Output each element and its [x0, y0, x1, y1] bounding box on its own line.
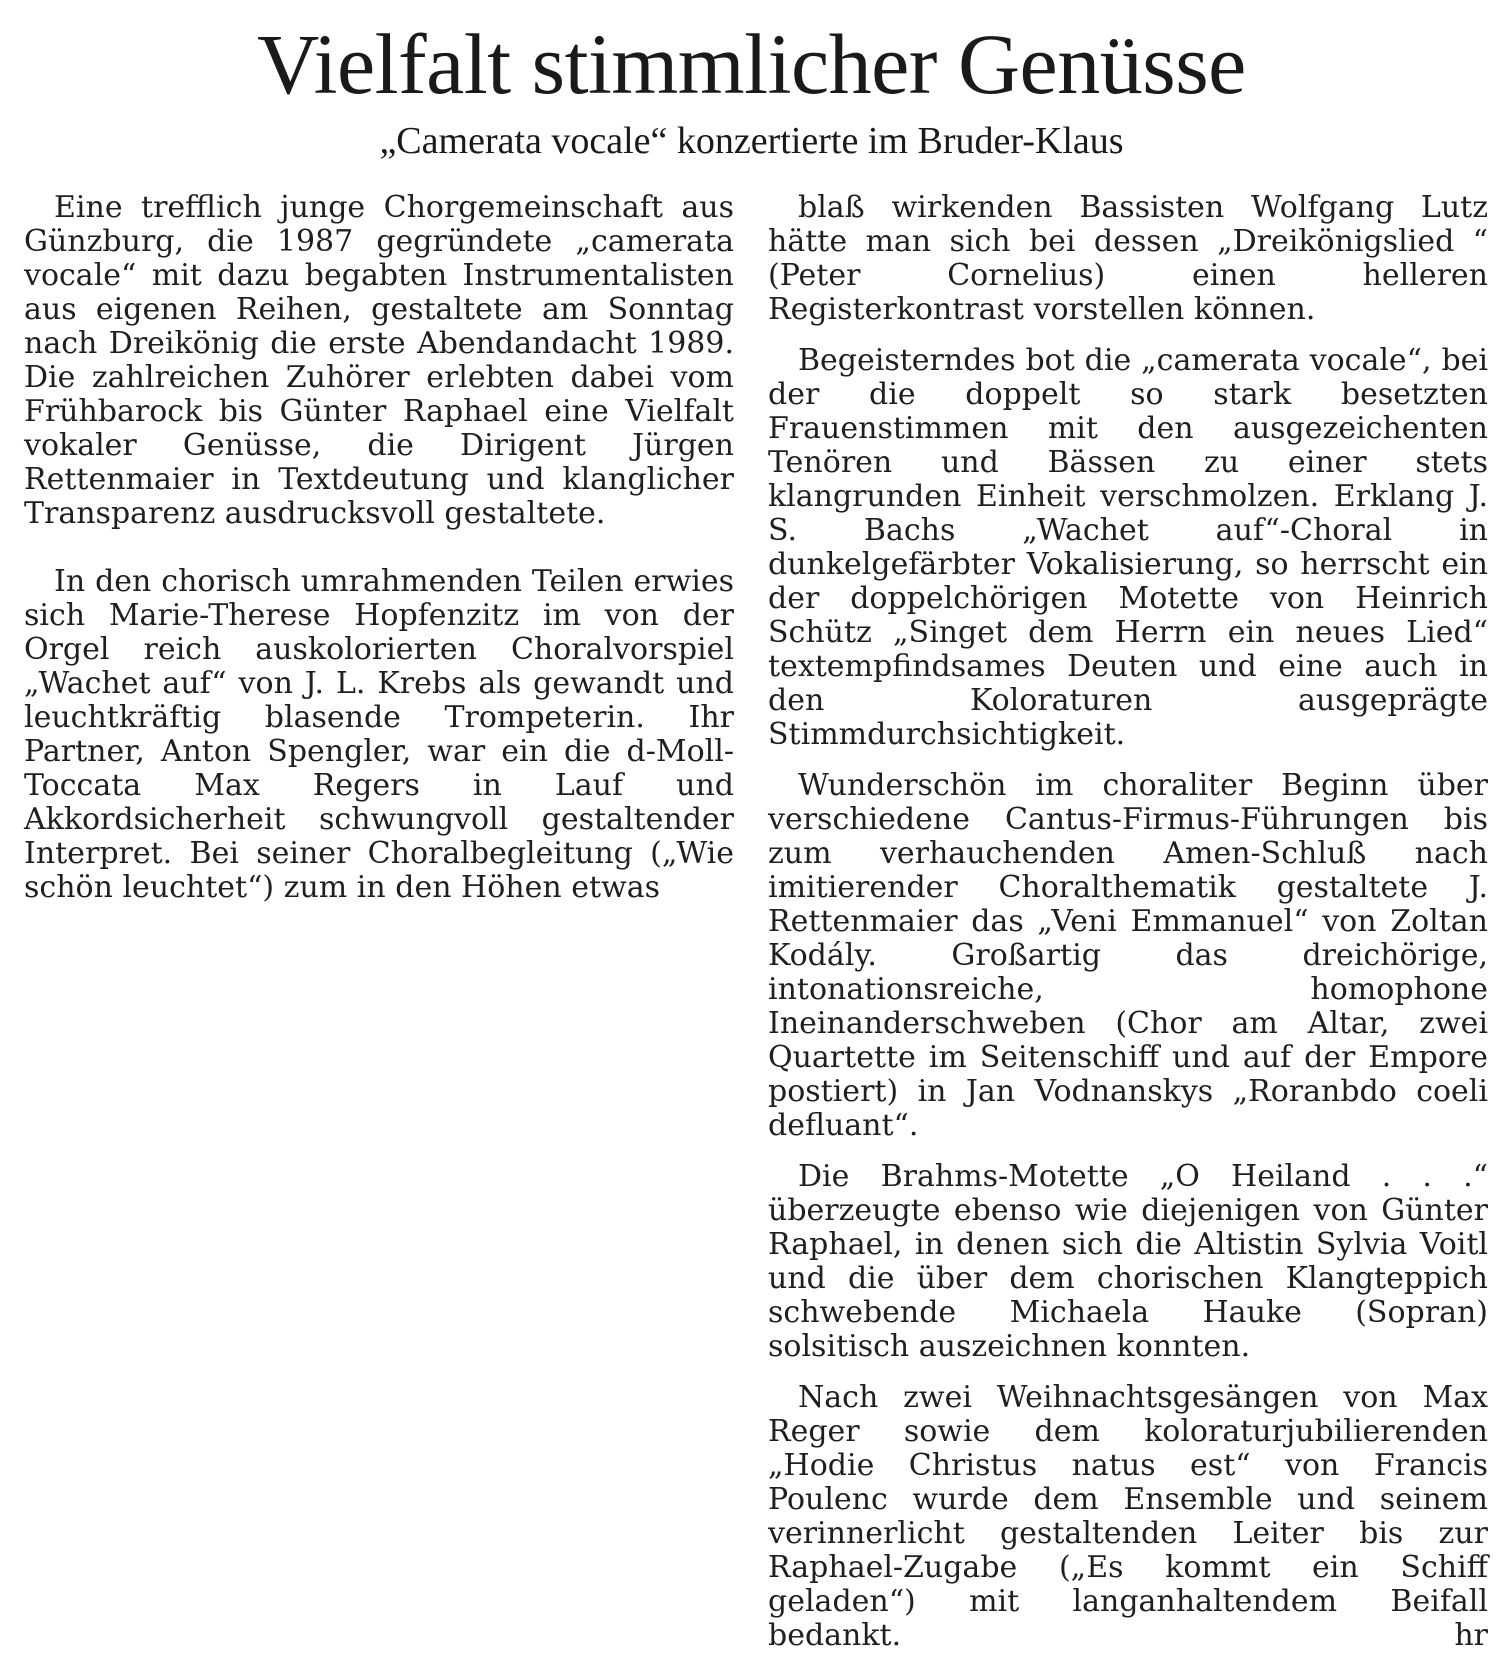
paragraph-instrumentalists: In den chorisch umrahmenden Teilen erwies sich Marie-Therese Hopfenzitz im von der Orgel reich auskolorierten Choralvorspiel „Wachet auf“ von J. L. Krebs als gewandt und leuchtkräftig blasende Trompeterin. Ihr Partner, Anton Spengler, war ein die d-Moll-Toccata Max Regers in Lauf und Akkordsicherheit schwungvoll gestaltender Interpret. Bei seiner Choralbegleitung („Wie schön leuchtet“) zum in den Höhen etwas	[24, 564, 734, 905]
paragraph-closing	[768, 1381, 1488, 1653]
subheadline: „Camerata vocale“ konzertierte im Bruder-Klaus	[379, 120, 1124, 162]
headline: Vielfalt stimmlicher Genüsse	[257, 16, 1246, 112]
article-column-right	[768, 191, 1488, 1653]
paragraph-kodaly: Wunderschön im choraliter Beginn über verschiedene Cantus-Firmus-Führungen bis zum verhauchenden Amen-Schluß nach imitierender Choralthematik gestaltete J. Rettenmaier das „Veni Emmanuel“ von Zoltan Kodály. Großartig das dreichörige, intonationsreiche, homophone Ineinanderschweben (Chor am Altar, zwei Quartette im Seitenschiff und auf der Empore postiert) in Jan Vodnanskys „Roranbdo coeli defluant“.	[768, 768, 1488, 1143]
article-column-left	[24, 191, 734, 905]
closing-text: Nach zwei Weihnachtsgesängen von Max Reger sowie dem koloraturjubilierenden „Hodie Christus natus est“ von Francis Poulenc wurde dem Ensemble und seinem verinnerlicht gestaltenden Leiter bis zur Raphael-Zugabe („Es kommt ein Schiff geladen“) mit langanhaltendem Beifall bedankt.	[768, 1380, 1488, 1653]
author-signature: hr	[1454, 1618, 1488, 1653]
paragraph-choir: Begeisterndes bot die „camerata vocale“, bei der die doppelt so stark besetzten Frauenstimmen mit den ausgezeichenten Tenören und Bässen zu einer stets klangrunden Einheit verschmolzen. Erklang J. S. Bachs „Wachet auf“-Choral in dunkelgefärbter Vokalisierung, so herrscht ein der doppelchörigen Motette von Heinrich Schütz „Singet dem Herrn ein neues Lied“ textempfindsames Deuten und eine auch in den Koloraturen ausgeprägte Stimmdurchsichtigkeit.	[768, 343, 1488, 752]
paragraph-intro: Eine trefflich junge Chorgemeinschaft aus Günzburg, die 1987 gegründete „camerata vocale“ mit dazu begabten Instrumentalisten aus eigenen Reihen, gestaltete am Sonntag nach Dreikönig die erste Abendandacht 1989. Die zahlreichen Zuhörer erlebten dabei vom Frühbarock bis Günter Raphael eine Vielfalt vokaler Genüsse, die Dirigent Jürgen Rettenmaier in Textdeutung und klanglicher Transparenz ausdrucksvoll gestaltete.	[24, 190, 734, 531]
paragraph-brahms: Die Brahms-Motette „O Heiland . . .“ überzeugte ebenso wie diejenigen von Günter Raphael, in denen sich die Altistin Sylvia Voitl und die über dem chorischen Klangteppich schwebende Michaela Hauke (Sopran) solsitisch auszeichnen konnten.	[768, 1159, 1488, 1364]
paragraph-continuation: blaß wirkenden Bassisten Wolfgang Lutz hätte man sich bei dessen „Dreikönigslied “ (Peter Cornelius) einen helleren Registerkontrast vorstellen können.	[768, 190, 1488, 327]
